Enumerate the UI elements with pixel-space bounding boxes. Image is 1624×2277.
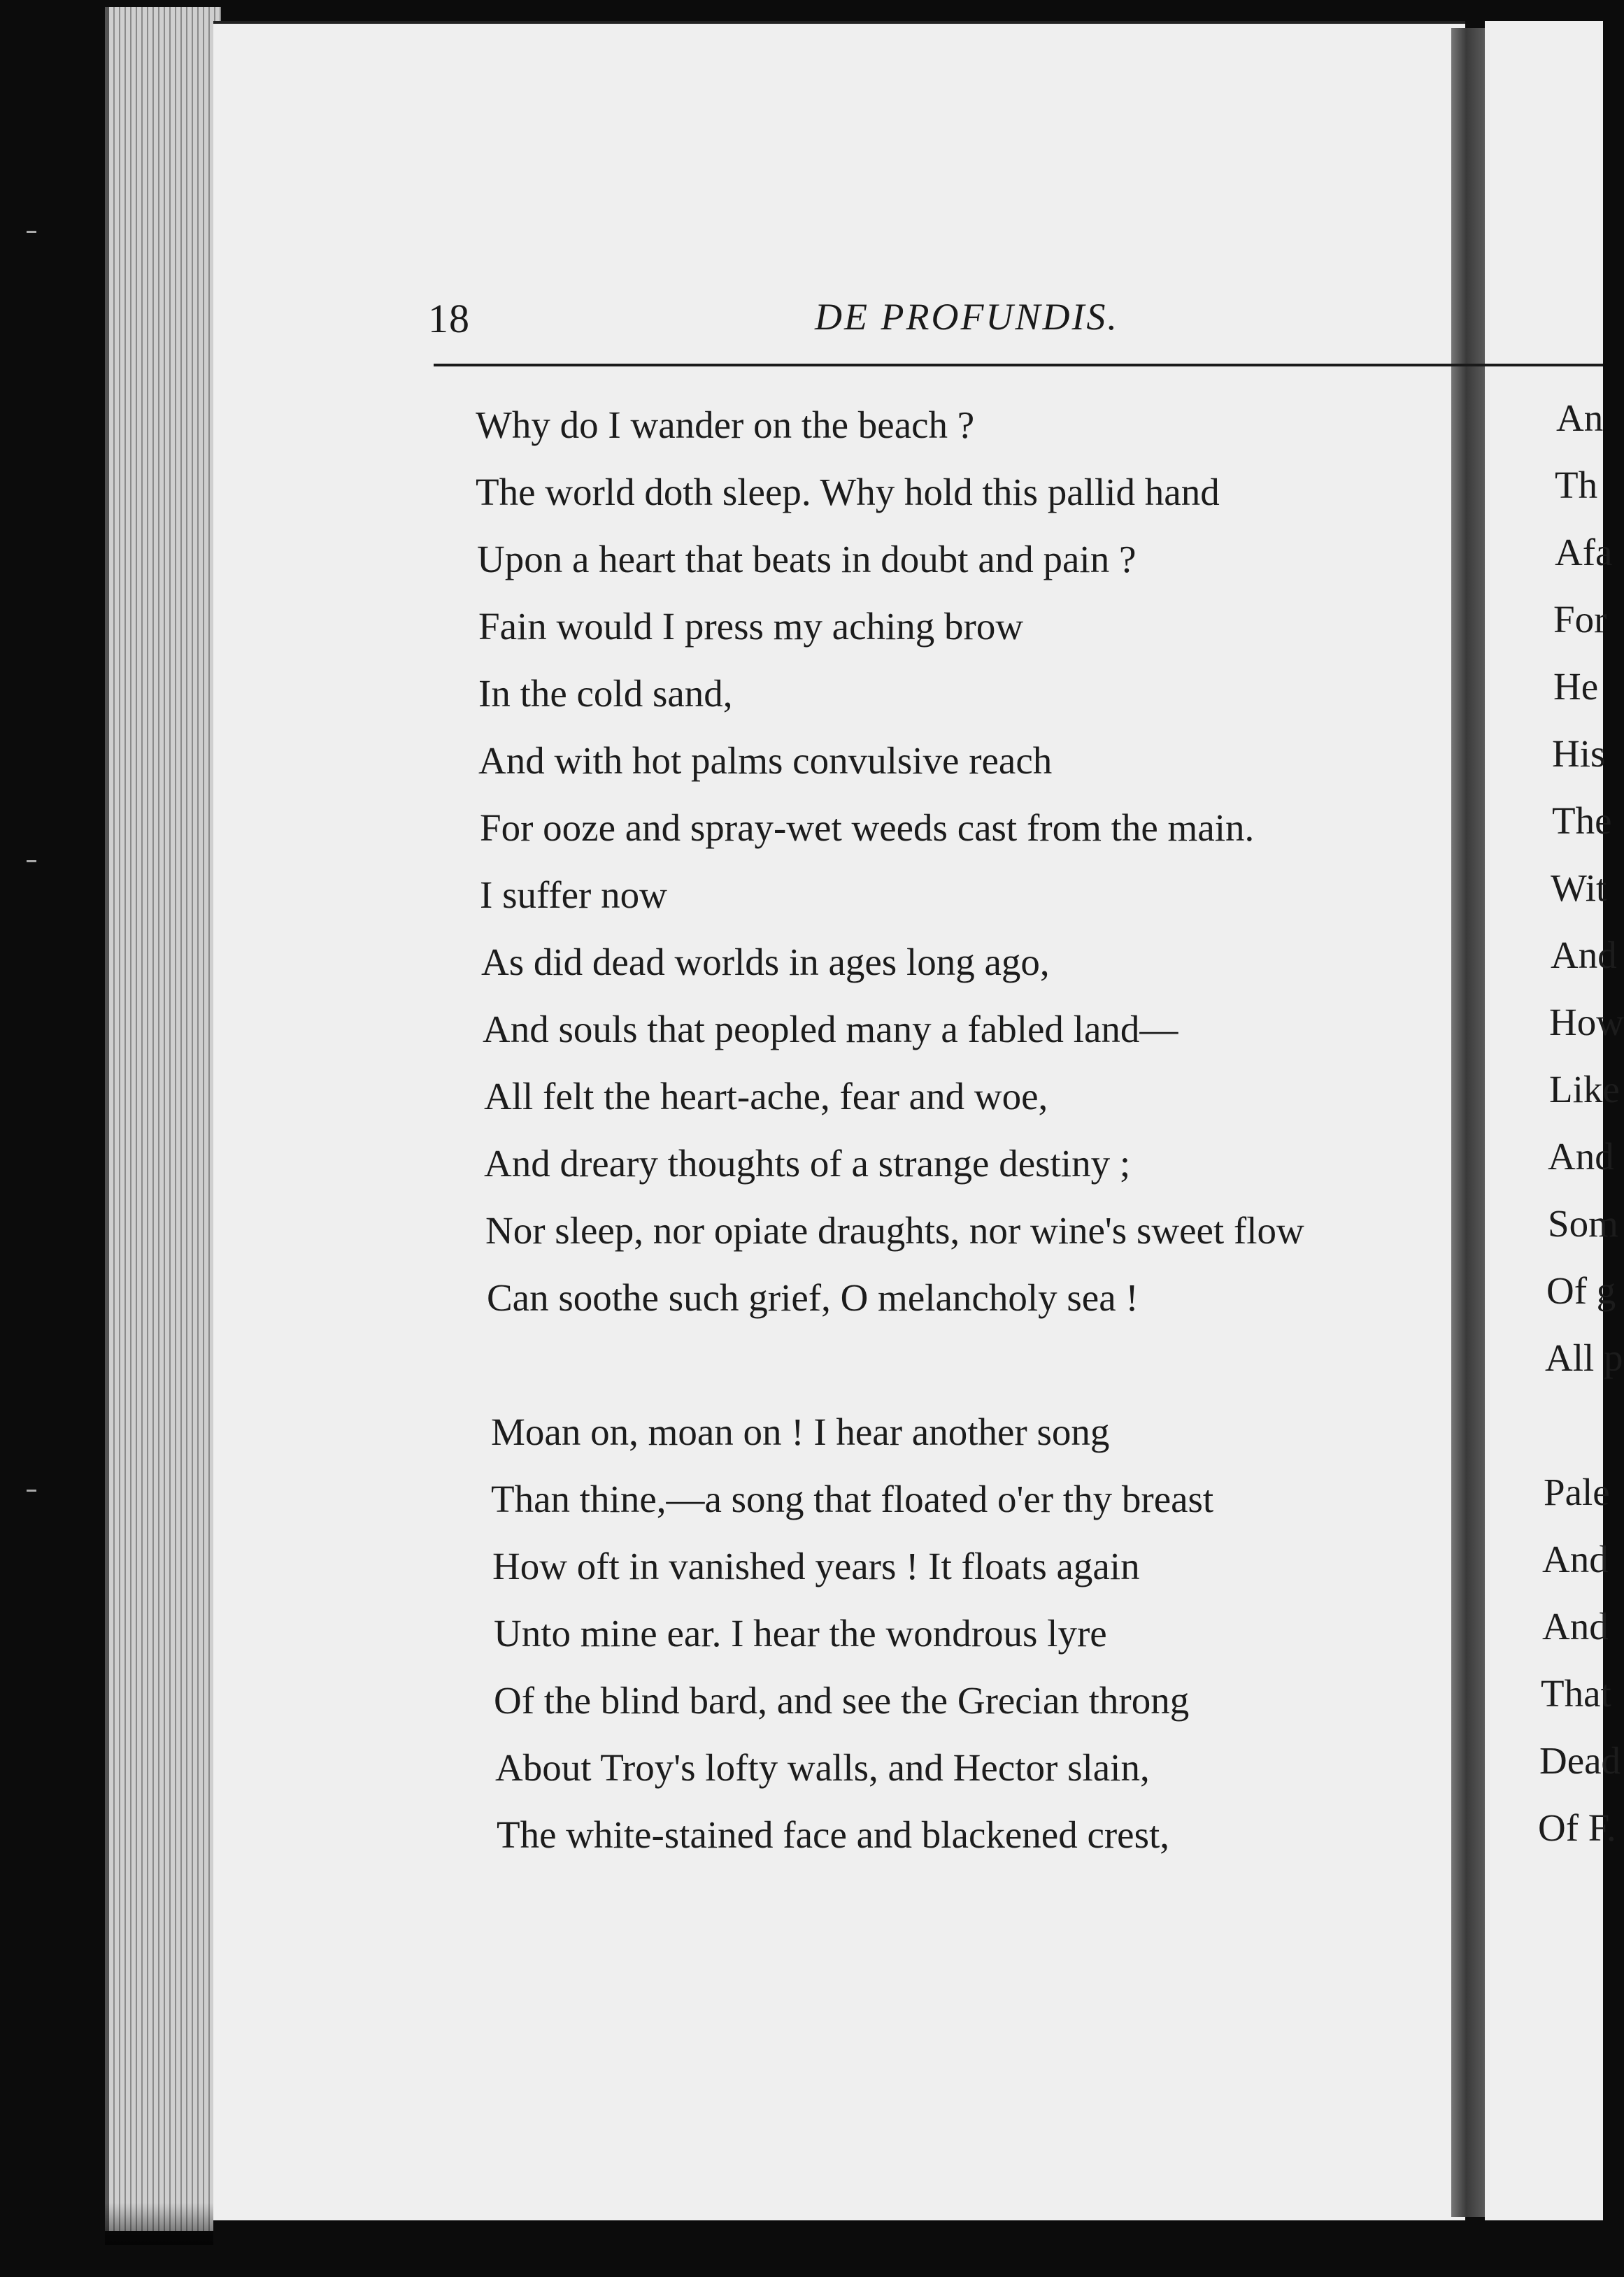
poem-line: Nor sleep, nor opiate draughts, nor wine's sweet flow [485, 1209, 1304, 1252]
facing-line: Th [1555, 464, 1598, 506]
poem-line: And souls that peopled many a fabled land— [483, 1008, 1178, 1050]
right-page [1485, 21, 1624, 2220]
facing-line: Afa [1555, 531, 1613, 573]
poem-line: For ooze and spray-wet weeds cast from the main. [480, 806, 1255, 849]
bottom-shadow [213, 2220, 1603, 2277]
poem-line: All felt the heart-ache, fear and woe, [484, 1075, 1048, 1118]
poem-line: Why do I wander on the beach ? [476, 404, 975, 446]
poem-line: Moan on, moan on ! I hear another song [491, 1411, 1110, 1453]
scan-mark [27, 231, 36, 233]
facing-line: How [1549, 1001, 1624, 1043]
page-number: 18 [428, 296, 470, 341]
facing-line: That [1541, 1672, 1611, 1715]
poem-line: And dreary thoughts of a strange destiny ; [484, 1142, 1131, 1185]
facing-line: And [1542, 1605, 1609, 1648]
poem-line: And with hot palms convulsive reach [478, 739, 1053, 782]
facing-line: And [1548, 1135, 1614, 1178]
poem-line: In the cold sand, [478, 672, 733, 715]
running-title: DE PROFUNDIS. [815, 296, 1119, 338]
poem-line: I suffer now [480, 873, 667, 916]
facing-line: And [1551, 934, 1617, 976]
poem-line: Than thine,—a song that floated o'er thy breast [491, 1478, 1214, 1520]
facing-line: Som [1548, 1202, 1618, 1245]
facing-line: Dead [1539, 1739, 1621, 1782]
facing-line: His [1552, 732, 1606, 775]
poem-line: Fain would I press my aching brow [478, 605, 1024, 648]
facing-line: Like [1549, 1068, 1620, 1111]
facing-line: An [1556, 397, 1604, 439]
facing-line: He [1553, 665, 1599, 708]
scan-mark [27, 1490, 36, 1492]
poem-line: As did dead worlds in ages long ago, [481, 941, 1050, 983]
facing-line: The [1552, 799, 1612, 842]
poem-line: The white-stained face and blackened crest, [497, 1813, 1170, 1856]
poem-line: Can soothe such grief, O melancholy sea ! [487, 1276, 1139, 1319]
poem-line: About Troy's lofty walls, and Hector slain, [495, 1746, 1150, 1789]
facing-line: All p [1545, 1336, 1623, 1379]
facing-line: Of F. [1538, 1806, 1616, 1849]
poem-line: How oft in vanished years ! It floats again [492, 1545, 1140, 1587]
facing-line: And [1542, 1538, 1609, 1580]
facing-line: Wit [1551, 866, 1607, 909]
facing-line: For [1553, 598, 1607, 641]
facing-line: Of g [1546, 1269, 1616, 1312]
facing-line: Pale [1544, 1471, 1610, 1513]
poem-line: The world doth sleep. Why hold this pallid hand [476, 471, 1220, 513]
poem-line: Unto mine ear. I hear the wondrous lyre [494, 1612, 1107, 1655]
poem-line: Of the blind bard, and see the Grecian throng [494, 1679, 1190, 1722]
scan-mark [27, 860, 36, 862]
poem-line: Upon a heart that beats in doubt and pain ? [477, 538, 1137, 580]
